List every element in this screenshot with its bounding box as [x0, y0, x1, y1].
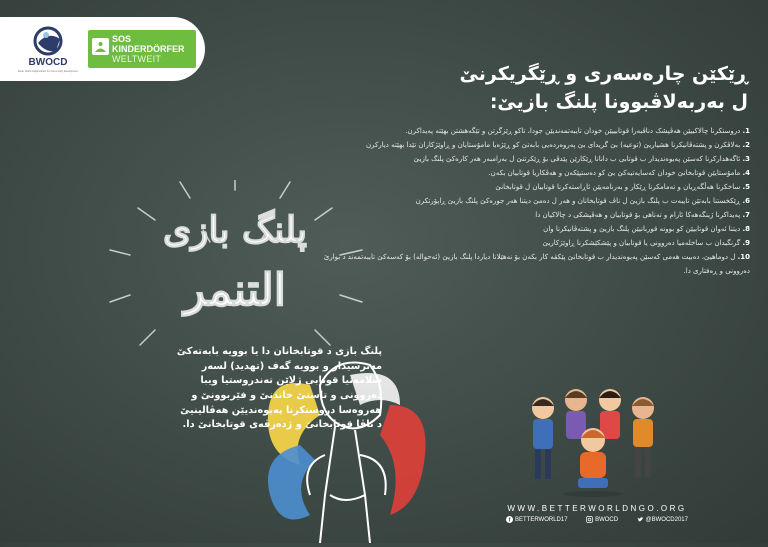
tip-number: 2. [742, 141, 750, 149]
instagram-handle: BWOCD [595, 516, 619, 523]
tip-item [298, 152, 750, 166]
tip-text: ل دوماهیێ، دەبیت هەمی کەسێن پەیوەندیدار ب قوتابخانێ پێکڤە کار بکەن بۆ نەهێلانا دیاردا پلنگ بازیێ (ئەحوالە) بۆ کەسەکێ تایبەتمەند د بوارێ دەروونی و ڕەفتاری دا. [323, 253, 750, 275]
tip-item [298, 124, 750, 138]
child-3 [599, 389, 621, 439]
tip-number: 6. [742, 197, 750, 205]
child-2 [565, 389, 587, 439]
social-links [506, 516, 688, 523]
tip-number: 4. [742, 169, 750, 177]
chalk-title [100, 180, 370, 360]
child-4 [632, 397, 654, 477]
tip-text: دیتنا ئەوان قوتابیێن کو بوونە قوربانیێن پلنگ بازیێ و پشتەڤانیکرنا وان [543, 225, 741, 233]
tip-number: 5. [742, 183, 750, 191]
big-title-kurdish: پلنگ بازی [162, 209, 308, 251]
children-illustration [518, 378, 668, 498]
tip-text: ڕێکخستنا بابەتێن تایبەت ب پلنگ بازیێ ل ناڤ قوتابخانان و هەر ل دەمێ دیتنا هەر جورەکێ پلنگ بازیێ ڕاپۆرتکرن [415, 197, 741, 205]
tip-text: بەلاڤکرن و پشتەڤانیکرنا هشیاریێ (توعیە) بێ گریدای بێ پەروەردەیی بابەتێ کو ڕێژەیا مامۆستایان و ڕاوێژکاران تێدا بهێتە دیارکرن [366, 141, 741, 149]
main-title [418, 60, 748, 116]
facebook-handle: BETTERWORLD17 [515, 516, 568, 523]
instagram-icon [586, 516, 593, 523]
title-line-2: ل بەربەلاڤبوونا پلنگ بازیێ: [489, 91, 748, 113]
big-title-arabic: التنمر [184, 265, 286, 316]
bwocd-wordmark: BWOCD [28, 57, 68, 68]
tip-item [298, 166, 750, 180]
twitter-link[interactable] [637, 516, 688, 523]
tip-text: دروستکرنا چالاکییێن هەڤپشک دناڤبەرا قوتابییێن خودان تایبەتمەندیێن جودا، تاکو ڕێزگرتن و تێگەهشتن بهێتە پەیداکرن. [405, 127, 741, 135]
tip-item [298, 138, 750, 152]
footer [506, 504, 688, 523]
facebook-icon [506, 516, 513, 523]
svg-text:f: f [508, 517, 511, 523]
sos-house-icon [92, 38, 109, 55]
logo-card [0, 17, 205, 81]
sos-logo [88, 30, 196, 68]
tip-number: 9. [742, 239, 750, 247]
tip-text: ئاگەهدارکرنا کەسێن پەیوەندیدار ب قوتابی ب دانانا ڕێکارێن پێدڤی بۆ ڕێکرتنێ ل بەرامبەر هەر کارەکێ پلنگ بازیێ [413, 155, 741, 163]
bwocd-logo [18, 21, 78, 79]
tip-number: 1. [742, 127, 750, 135]
tip-number: 8. [742, 225, 750, 233]
tip-number: 7. [742, 211, 750, 219]
website-link[interactable]: WWW.BETTERWORLDNGO.ORG [507, 504, 687, 513]
bwocd-tagline: Better World Organization for Community Development [18, 70, 78, 73]
twitter-handle: @BWOCD2017 [645, 516, 688, 523]
child-1 [532, 397, 554, 479]
instagram-link[interactable] [586, 516, 618, 523]
tip-text: پەیداکرنا ژینگەهەکا ئارام و تەناهی بۆ قوتابیان و هەڤپشکی د چالاکیان دا [535, 211, 741, 219]
sos-weltweit: WELTWEIT [112, 54, 162, 64]
tip-text: ساخکرنا هەڵگەڕیان و تەمامکرنا ڕێکار و بەرنامەیێن ئاڕاستەکرنا قوتابیان ل قوتابخانێ [495, 183, 741, 191]
tip-text: گرنگیدان ب ساخلەمیا دەروونی یا قوتابیان و پێشکێشکرنا ڕاوێژکاریێ [542, 239, 741, 247]
facebook-link[interactable] [506, 516, 568, 523]
tip-number: 3. [742, 155, 750, 163]
twitter-icon [637, 516, 644, 523]
tip-number: 10. [737, 253, 750, 261]
burst-rays [110, 180, 362, 345]
intro-paragraph: پلنگ بازی د قوتابخانان دا یا بوویە بابەتەکێ مەترسیدار و بوویە گەف (تهدید) لسەر سلامەتیا قوتابی ژلاێن تەندروستیا ویبا دەروونی و تاستێ خاندنێ و فێربوونێ و هەروەسا دروستکرنا پەیوەندیێن هەڤالینیێ د ناڤا قوتابخانێ و ژدەرڤەی قوتابخانێ دا. [176, 346, 382, 431]
sos-wordmark: SOS KINDERDÖRFER [112, 34, 185, 54]
tip-text: مامۆستایێن قوتابخانێ خودان کەسایەتیەکێ بێ کو دەستپێکەن و هەڤکاریا قوتابیان بکەن. [488, 169, 741, 177]
title-line-1: ڕێکێن چارەسەری و ڕێگریکرنێ [459, 63, 748, 85]
